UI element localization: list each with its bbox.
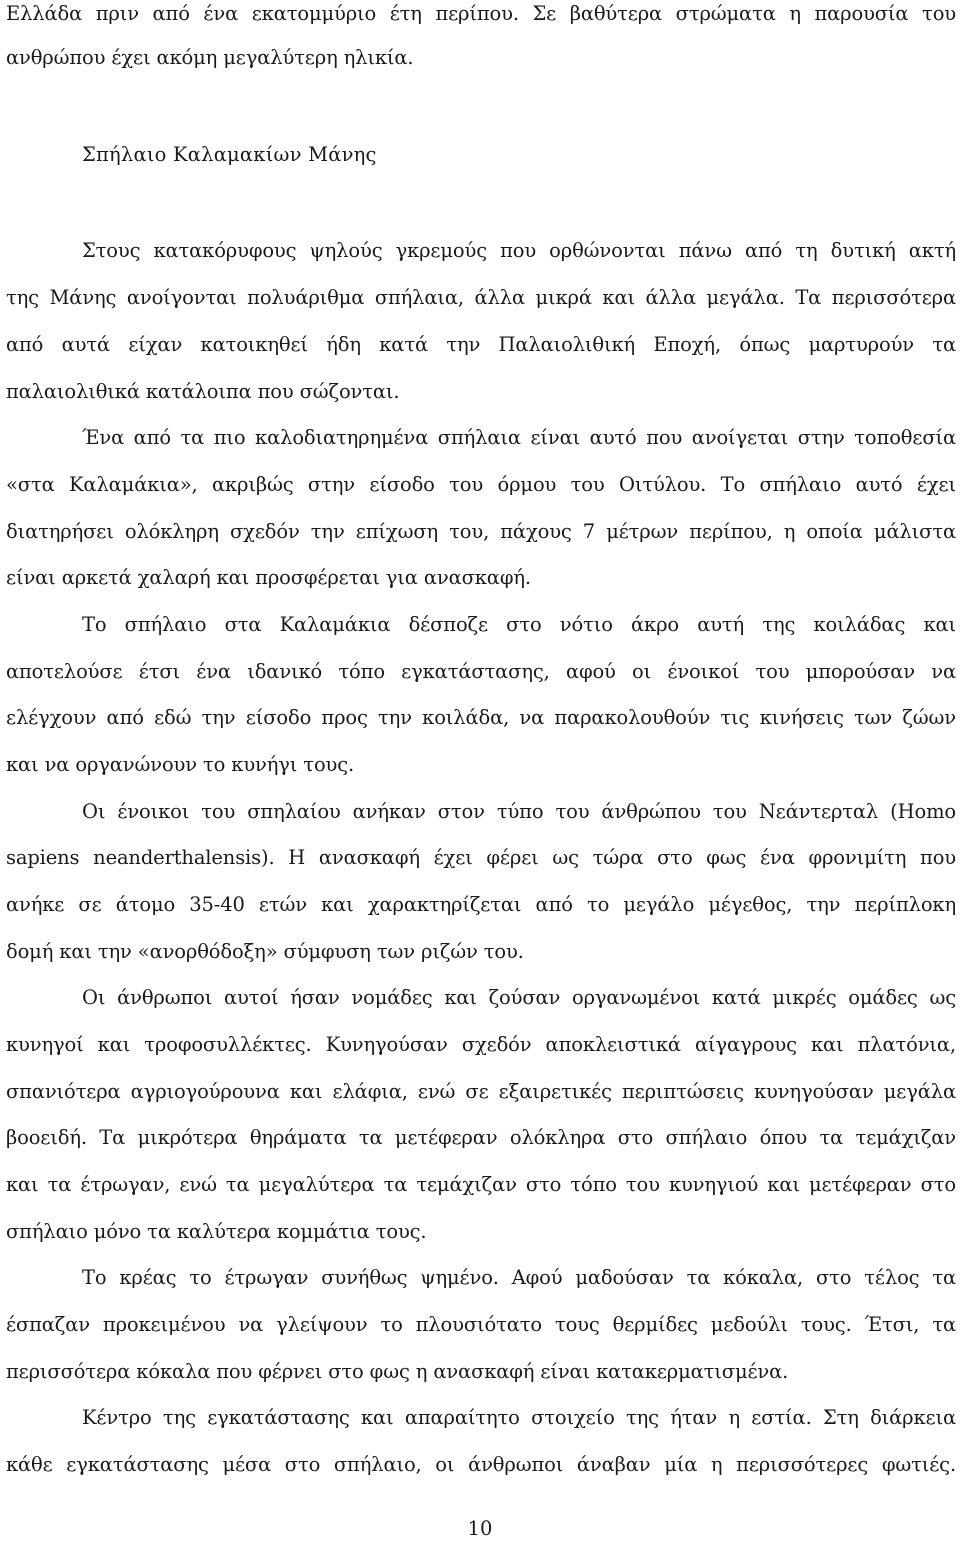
page-number: 10 xyxy=(467,1517,493,1540)
section-heading: Σπήλαιο Καλαμακίων Μάνης xyxy=(82,143,377,166)
text-line: σπανιότερα αγριογούρουνα και ελάφια, ενώ σε εξαιρετικές περιπτώσεις κυνηγούσαν μεγάλα xyxy=(6,1080,956,1103)
text-line: ανήκε σε άτομο 35-40 ετών και χαρακτηρίζεται από το μεγάλο μέγεθος, την περίπλοκη xyxy=(6,893,956,916)
text-line: sapiens neanderthalensis). Η ανασκαφή έχει φέρει ως τώρα στο φως ένα φρονιμίτη που xyxy=(6,846,956,869)
text-line: έσπαζαν προκειμένου να γλείψουν το πλουσιότατο τους θερμίδες μεδούλι τους. Έτσι, τα xyxy=(6,1313,956,1336)
text-line: κάθε εγκατάστασης μέσα στο σπήλαιο, οι άνθρωποι άναβαν μία η περισσότερες φωτιές. xyxy=(6,1453,956,1476)
text-line: Ένα από τα πιο καλοδιατηρημένα σπήλαια είναι αυτό που ανοίγεται στην τοποθεσία xyxy=(82,426,956,449)
text-line: βοοειδή. Τα μικρότερα θηράματα τα μετέφεραν ολόκληρα στο σπήλαιο όπου τα τεμάχιζαν xyxy=(6,1126,956,1149)
text-line: δομή και την «ανορθόδοξη» σύμφυση των ριζών του. xyxy=(6,940,524,963)
text-line: Οι άνθρωποι αυτοί ήσαν νομάδες και ζούσαν οργανωμένοι κατά μικρές ομάδες ως xyxy=(82,986,956,1009)
text-line: ανθρώπου έχει ακόμη μεγαλύτερη ηλικία. xyxy=(6,46,414,69)
text-line: παλαιολιθικά κατάλοιπα που σώζονται. xyxy=(6,380,400,403)
text-line: ελέγχουν από εδώ την είσοδο προς την κοιλάδα, να παρακολουθούν τις κινήσεις των ζώων xyxy=(6,706,956,729)
text-line: κυνηγοί και τροφοσυλλέκτες. Κυνηγούσαν σχεδόν αποκλειστικά αίγαγρους και πλατόνια, xyxy=(6,1033,956,1056)
text-line: Το σπήλαιο στα Καλαμάκια δέσποζε στο νότιο άκρο αυτή της κοιλάδας και xyxy=(82,613,956,636)
text-line: και τα έτρωγαν, ενώ τα μεγαλύτερα τα τεμάχιζαν στο τόπο του κυνηγιού και μετέφεραν στο xyxy=(6,1173,956,1196)
text-line: Ελλάδα πριν από ένα εκατομμύριο έτη περίπου. Σε βαθύτερα στρώματα η παρουσία του xyxy=(6,2,956,25)
text-line: Οι ένοικοι του σπηλαίου ανήκαν στον τύπο του άνθρώπου του Νεάντερταλ (Homo xyxy=(82,800,956,823)
text-line: Στους κατακόρυφους ψηλούς γκρεμούς που ορθώνονται πάνω από τη δυτική ακτή xyxy=(82,239,956,262)
text-line: της Μάνης ανοίγονται πολυάριθμα σπήλαια, άλλα μικρά και άλλα μεγάλα. Τα περισσότερα xyxy=(6,286,956,309)
text-line: «στα Καλαμάκια», ακριβώς στην είσοδο του όρμου του Οιτύλου. Το σπήλαιο αυτό έχει xyxy=(6,473,956,496)
text-line: είναι αρκετά χαλαρή και προσφέρεται για ανασκαφή. xyxy=(6,566,531,589)
text-line: αποτελούσε έτσι ένα ιδανικό τόπο εγκατάστασης, αφού οι ένοικοί του μπορούσαν να xyxy=(6,660,956,683)
text-line: και να οργανώνουν το κυνήγι τους. xyxy=(6,753,355,776)
text-line: από αυτά είχαν κατοικηθεί ήδη κατά την Παλαιολιθική Εποχή, όπως μαρτυρούν τα xyxy=(6,333,956,356)
text-line: περισσότερα κόκαλα που φέρνει στο φως η ανασκαφή είναι κατακερματισμένα. xyxy=(6,1360,789,1383)
text-line: σπήλαιο μόνο τα καλύτερα κομμάτια τους. xyxy=(6,1220,427,1243)
text-line: Κέντρο της εγκατάστασης και απαραίτητο στοιχείο της ήταν η εστία. Στη διάρκεια xyxy=(82,1406,956,1429)
text-line: διατηρήσει ολόκληρη σχεδόν την επίχωση του, πάχους 7 μέτρων περίπου, η οποία μάλιστα xyxy=(6,520,956,543)
text-line: Το κρέας το έτρωγαν συνήθως ψημένο. Αφού μαδούσαν τα κόκαλα, στο τέλος τα xyxy=(82,1266,956,1289)
